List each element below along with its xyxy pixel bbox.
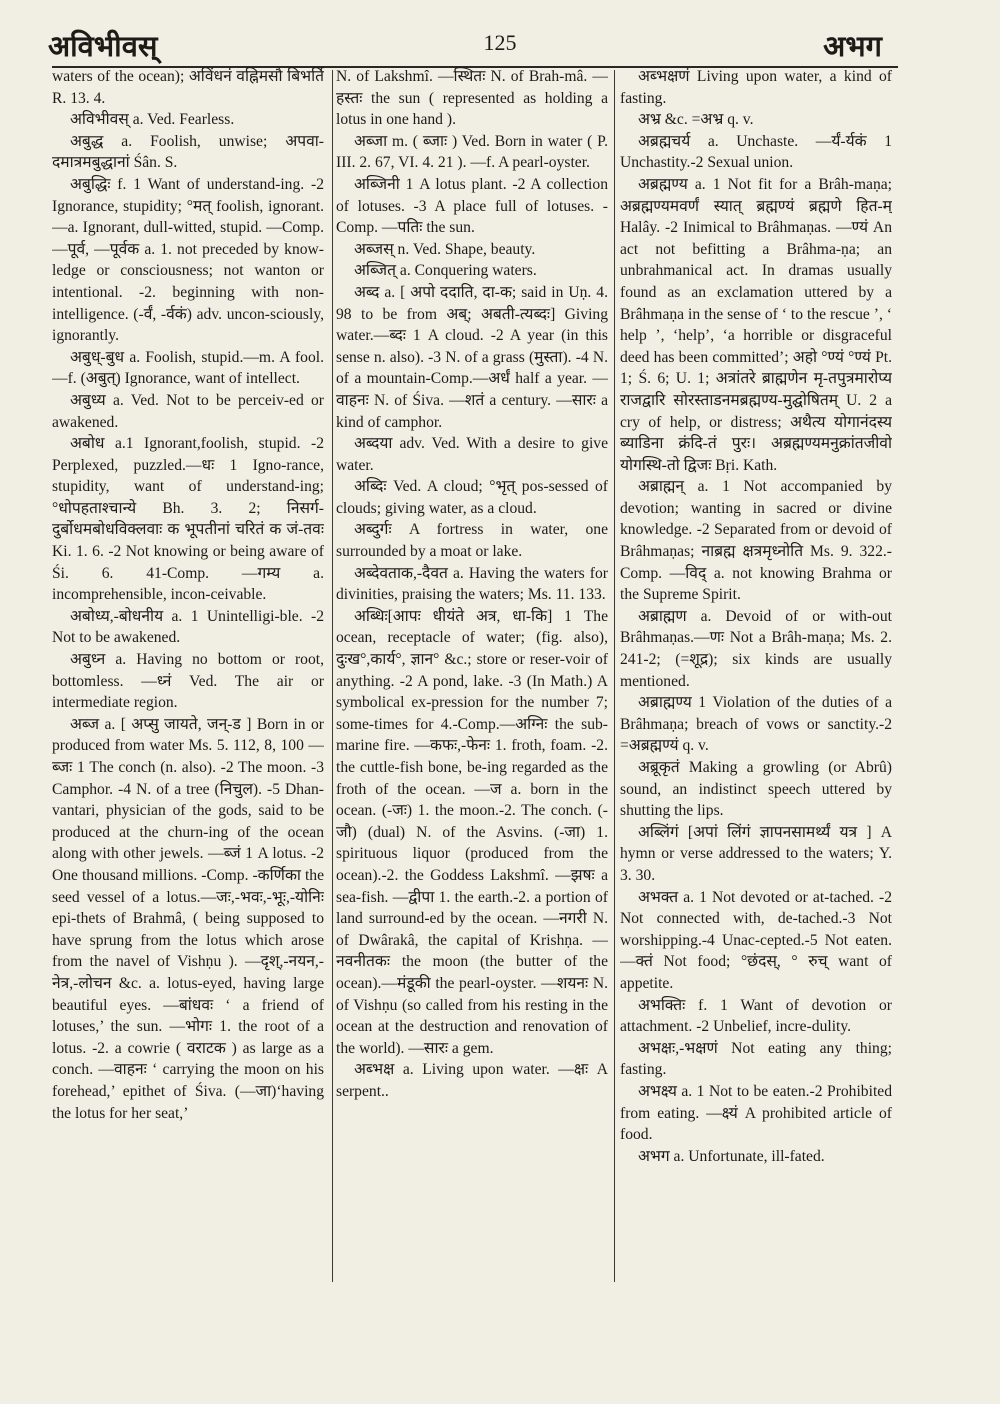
dictionary-entry: अब्रह्मचर्य a. Unchaste. —र्यं-र्यकं 1 Unchastity.-2 Sexual union. — [620, 132, 892, 172]
dictionary-entry: अब्रूकृतं Making a growling (or Abrû) sound, an indistinct speech uttered by shutting the lips. — [620, 759, 892, 820]
dictionary-entry: अविभीवस् a. Ved. Fearless. — [70, 111, 235, 129]
dictionary-entry: अब्राह्मण a. Devoid of or with-out Brâhmaṇas.—णः Not a Brâh-maṇa; Ms. 2. 241-2; (=शूद्र); six kinds are usually mentioned. — [620, 607, 892, 690]
dictionary-entry: अब्दुर्गः A fortress in water, one surrounded by a moat or lake. — [336, 521, 608, 561]
page-header — [48, 26, 952, 66]
dictionary-entry: अबोध a.1 Ignorant,foolish, stupid. -2 Perplexed, puzzled.—धः 1 Igno-rance, stupidity, want of understand-ing; °धोपहताश्चान्ये Bh. 3. 2; निसर्ग-दुर्बोधमबोधविक्लवाः क भूपतीनां चरितं क जं-तवः Ki. 1. 6. -2 Not knowing or being aware of Śi. 6. 41-Comp. —गम्य a. incomprehensible, incon-ceivable. — [52, 435, 324, 604]
dictionary-entry: अबुध्न a. Having no bottom or root, bottomless. —ध्नं Ved. The air or intermediate region. — [52, 651, 324, 712]
column-divider — [614, 70, 615, 1282]
dictionary-entry: अबुद्ध a. Foolish, unwise; अपवा-दमात्रमबुद्धानां Śân. S. — [52, 132, 324, 172]
dictionary-entry: अभ्र &c. =अभ्र q. v. — [638, 111, 754, 129]
dictionary-entry: अबुद्धिः f. 1 Want of understand-ing. -2 Ignorance, stupidity; °मत् foolish, ignorant. —a. Ignorant, dull-witted, stupid. —Comp. —पूर्व, —पूर्वक a. 1. not preceded by know-ledge or consciousness; not wanton or intentional. -2. beginning with non-intelligence. (-र्वं, -र्वकं) adv. uncon-sciously, ignorantly. — [52, 175, 324, 345]
dictionary-entry: अबुध्-बुध a. Foolish, stupid.—m. A fool. —f. (अबुत्) Ignorance, want of intellect. — [52, 348, 324, 388]
column-3 — [620, 66, 892, 1281]
page-number: 125 — [483, 30, 517, 55]
right-running-headword: अभग — [823, 29, 882, 63]
dictionary-entry: N. of Lakshmî. —स्थितः N. of Brah-mâ. —हस्तः the sun ( represented as holding a lotus in one hand ). — [336, 68, 608, 129]
dictionary-entry: अब्द a. [ अपो ददाति, दा-क; said in Uṇ. 4. 98 to be from अब्; अबती-त्यब्दः] Giving water.—ब्दः 1 A cloud. -2 A year (in this sense n. also). -3 N. of a grass (मुस्ता). -4 N. of a mountain-Comp.—अर्धं half a year. —वाहनः N. of Śiva. —शतं a century. —सारः a kind of camphor. — [336, 283, 608, 431]
dictionary-entry: अब्भक्षणं Living upon water, a kind of fasting. — [620, 68, 892, 107]
dictionary-entry: अभग a. Unfortunate, ill-fated. — [638, 1147, 825, 1165]
dictionary-entry: अब्भक्ष a. Living upon water. —क्षः A serpent.. — [336, 1061, 608, 1100]
dictionary-entry: अब्राह्मन् a. 1 Not accompanied by devotion; wanting in sacred or divine knowledge. -2 Separated from or devoid of Brâhmaṇas; नाब्रह्म क्षत्रमृध्नोति Ms. 9. 322.-Comp. —विद् a. not knowing Brahma or the Supreme Spirit. — [620, 478, 892, 604]
left-running-headword: अविभीवस् — [48, 29, 158, 63]
dictionary-entry: अब्दया adv. Ved. With a desire to give water. — [336, 435, 608, 474]
dictionary-entry: अभक्षः,-भक्षणं Not eating any thing; fasting. — [620, 1039, 892, 1079]
dictionary-entry: अब्जित् a. Conquering waters. — [354, 262, 537, 280]
dictionary-entry: अब्ज a. [ अप्सु जायते, जन्-ड ] Born in or produced from water Ms. 5. 112, 8, 100 —ब्जः 1 The conch (n. also). -2 The moon. -3 Camphor. -4 N. of a tree (निचुल). -5 Dhan-vantari, physician of the gods, said to be produced at the churn-ing of the ocean along with other jewels. —ब्जं 1 A lotus. -2 One thousand millions. -Comp. -कर्णिका the seed vessel of a lotus.—जः,-भवः,-भूः,-योनिः epi-thets of Brahmâ, ( being supposed to have sprung from the lotus which arose from the navel of Vishṇu ). —दृश्,-नयन,-नेत्र,-लोचन &c. a. lotus-eyed, having large beautiful eyes. —बांधवः ‘ a friend of lotuses,’ the sun. —भोगः 1. the root of a lotus. -2. a cowrie ( वराटक ) as large as a conch. —वाहनः ‘ carrying the moon on his forehead,’ epithet of Śiva. (—जा)‘having the lotus for her seat,’ — [52, 715, 324, 1122]
dictionary-entry: अब्जस् n. Ved. Shape, beauty. — [354, 240, 536, 258]
dictionary-entry: अभक्तिः f. 1 Want of devotion or attachment. -2 Unbelief, incre-dulity. — [620, 996, 892, 1036]
column-2 — [336, 66, 608, 1281]
dictionary-entry: अबोध्य,-बोधनीय a. 1 Unintelligi-ble. -2 Not to be awakened. — [52, 607, 324, 647]
dictionary-entry: अब्जिनी 1 A lotus plant. -2 A collection of lotuses. -3 A place full of lotuses. -Comp. —पतिः the sun. — [336, 175, 608, 237]
dictionary-entry: अब्राह्मण्य 1 Violation of the duties of a Brâhmaṇa; breach of vows or sanctity.-2 =अब्रह्मण्यं q. v. — [620, 694, 892, 755]
dictionary-entry: अब्धिः[आपः धीयंते अत्र, धा-कि] 1 The ocean, receptacle of water; (fig. also), दुःख°,कार्य°, ज्ञान° &c.; store or reser-voir of anything. -2 A pond, lake. -3 (In Math.) A symbolical ex-pression for the number 7; some-times for 4.-Comp.—अग्निः the sub-marine fire. —कफः,-फेनः 1. froth, foam. -2. the cuttle-fish bone, be-ing regarded as the froth of the ocean. —ज a. born in the ocean. (-जः) 1. the moon.-2. The conch. (-जौ) (dual) N. of the Asvins. (-जा) 1. spirituous liquor (produced from the ocean).-2. the Goddess Lakshmî. —झषः a sea-fish. —द्वीपा 1. the earth.-2. a portion of land surround-ed by the ocean. —नगरी N. of Dwârakâ, the capital of Krishṇa. —नवनीतकः the moon (the butter of the ocean).—मंडूकी the pearl-oyster. —शयनः N. of Vishṇu (so called from his resting in the ocean at the destruction and renovation of the world). —सारः a gem. — [336, 607, 608, 1057]
dictionary-entry: अबुध्य a. Ved. Not to be perceiv-ed or awakened. — [52, 391, 324, 431]
column-1 — [52, 66, 324, 1281]
dictionary-entry: waters of the ocean); अविंधनं वह्निमसौ बिभर्ति R. 13. 4. — [52, 68, 324, 107]
dictionary-entry: अब्रह्मण्य a. 1 Not fit for a Brâh-maṇa; अब्रह्मण्यमवर्णं स्यात् ब्रह्मण्यं ब्रह्मणे हित-म् Halây. -2 Inimical to Brâhmaṇas. —ण्यं An act not befitting a Brâhma-ṇa; an unbrahmanical act. In dramas usually found as an exclamation uttered by a Brâhmaṇa in the sense of ‘ to the rescue ’, ‘ help ’, ‘help’, ‘a horrible or disgraceful deed has been committed’; अहो °ण्यं °ण्यं Pt. 1; Ś. 6; U. 1; अत्रांतरे ब्राह्मणेन मृ-तपुत्रमारोप्य राजद्वारि सोरस्ताडनमब्रह्मण्य-मुद्घोषितम् U. 2 a cry of help, or distress; अथैत्य योगानंदस्य ब्याडिना क्रंदि-तं पुरः। अब्रह्मण्यमनुक्रांतजीवो योगस्थि-तो द्विजः Bṛi. Kath. — [620, 175, 892, 474]
dictionary-entry: अब्जा m. ( ब्जाः ) Ved. Born in water ( P. III. 2. 67, VI. 4. 21 ). —f. A pearl-oyster. — [336, 132, 608, 172]
dictionary-entry: अभक्ष्य a. 1 Not to be eaten.-2 Prohibited from eating. —क्ष्यं A prohibited article of food. — [620, 1082, 892, 1144]
dictionary-entry: अब्देवताक,-दैवत a. Having the waters for divinities, praising the waters; Ms. 11. 133. — [336, 564, 608, 604]
dictionary-entry: अब्दिः Ved. A cloud; °भृत् pos-sessed of clouds; giving water, as a cloud. — [336, 478, 608, 517]
dictionary-entry: अभक्त a. 1 Not devoted or at-tached. -2 Not connected with, de-tached.-3 Not worshipping.-4 Unac-cepted.-5 Not eaten.—क्तं Not food; °छंदस्, ° रुच् want of appetite. — [620, 888, 892, 992]
dictionary-entry: अब्लिंगं [अपां लिंगं ज्ञापनसामर्थ्यं यत्र ] A hymn or verse addressed to the waters; Y. 3. 30. — [620, 823, 892, 884]
column-divider — [332, 70, 333, 1282]
